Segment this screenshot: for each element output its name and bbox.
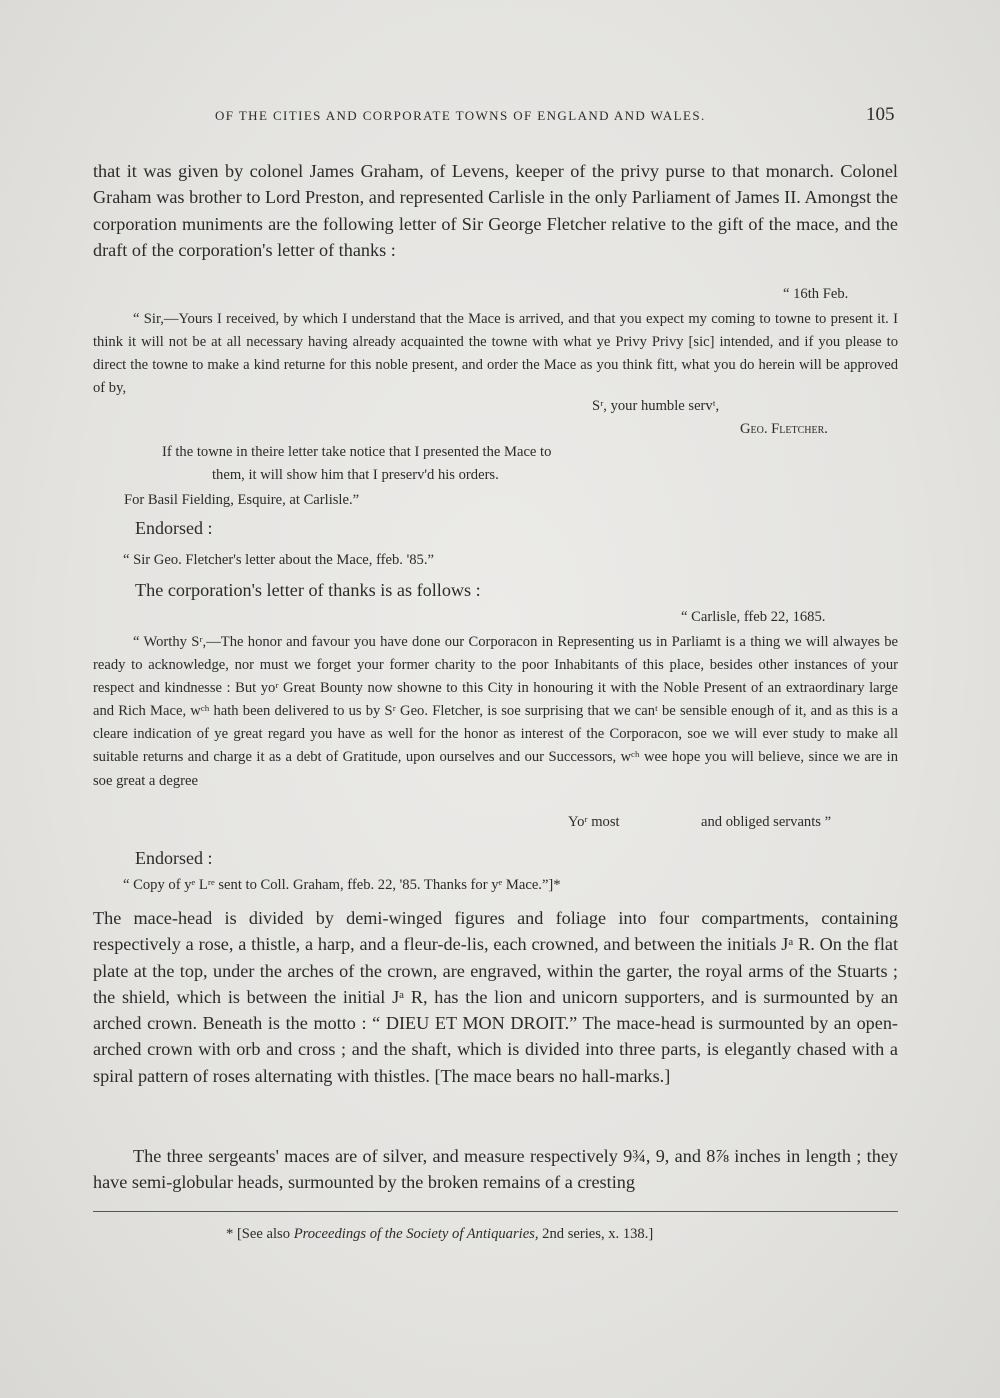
footnote xyxy=(226,1226,653,1243)
fletcher-letter-date: “ 16th Feb. xyxy=(783,286,849,302)
intro-paragraph: that it was given by colonel James Graham, of Levens, keeper of the privy purse to that monarch. Colonel Graham was brother to Lord Preston, and represented Carlisle in the only Parliament of James II. Amongst the corporation muniments are the following letter of Sir George Fletcher relative to the gift of the mace, and the draft of the corporation's letter of thanks : xyxy=(93,161,898,260)
corporation-letter-body: “ Worthy Sʳ,—The honor and favour you have done our Corporacon in Representing us in Parliamt is a thing we will alwayes be ready to acknowledge, nor must we forget your former charity to the poor Inhabitants of this place, besides other instances of your respect and kindnesse : But yoʳ Great Bounty now showne to this City in honouring it with the Noble Present of an extraordinary large and Rich Mace, wᶜʰ hath been delivered to us by Sʳ Geo. Fletcher, is soe surprising that we canᵗ be sensible enough of it, and as this is a cleare indication of ye great regard you have as well for the honor as interest of the Corporacon, soe we will ever study to make all suitable returns and charge it as a debt of Gratitude, upon ourselves and our Successors, wᶜʰ wee hope you will believe, since we are in soe great a degree xyxy=(93,634,898,789)
sergeants-maces-paragraph: The three sergeants' maces are of silver, and measure respectively 9¾, 9, and 8⅞ inches in length ; they have semi-globular heads, surmounted by the broken remains of a cresting xyxy=(93,1146,898,1193)
page-number: 105 xyxy=(866,104,895,125)
running-title: OF THE CITIES AND CORPORATE TOWNS OF ENGLAND AND WALES. xyxy=(215,108,706,123)
endorsement-2: “ Copy of yᵉ Lʳᵉ sent to Coll. Graham, ffeb. 22, '85. Thanks for yᵉ Mace.”]* xyxy=(123,877,561,893)
footnote-prefix: * [See also xyxy=(226,1226,291,1242)
postscript-line-1: If the towne in theire letter take notice that I presented the Mace to xyxy=(162,444,552,460)
postscript-line-2: them, it will show him that I preserv'd his orders. xyxy=(212,467,499,483)
footnote-rule xyxy=(93,1211,898,1212)
fletcher-letter-body: “ Sir,—Yours I received, by which I understand that the Mace is arrived, and that you expect my coming to towne to present it. I think it will not be at all necessary having already acquainted the towne with what ye Privy Privy [sic] intended, and if you please to direct the towne to make a kind returne for this noble present, and order the Mace as you think fitt, what you do herein will be approved of by, xyxy=(93,311,898,397)
endorsed-label-1: Endorsed : xyxy=(135,518,213,538)
footnote-suffix: 2nd series, x. 138.] xyxy=(542,1226,654,1242)
endorsement-1: “ Sir Geo. Fletcher's letter about the Mace, ffeb. '85.” xyxy=(123,552,434,568)
endorsed-label-2: Endorsed : xyxy=(135,848,213,868)
footnote-title: Proceedings of the Society of Antiquaries, xyxy=(293,1226,539,1242)
corporation-letter-date: “ Carlisle, ffeb 22, 1685. xyxy=(681,609,826,625)
corporation-letter-closing-right: and obliged servants ” xyxy=(701,814,832,830)
fletcher-letter-closing: Sʳ, your humble servᵗ, xyxy=(592,398,720,414)
corporation-letter-closing-left: Yoʳ most xyxy=(568,814,620,830)
fletcher-signature: Geo. Fletcher. xyxy=(740,421,828,437)
mace-description-paragraph: The mace-head is divided by demi-winged figures and foliage into four compartments, containing respectively a rose, a thistle, a harp, and a fleur-de-lis, each crowned, and between the initials Jᵃ R. On the flat plate at the top, under the arches of the crown, are engraved, within the garter, the royal arms of the Stuarts ; the shield, which is between the initial Jᵃ R, has the lion and unicorn supporters, and is surmounted by an arched crown. Beneath is the motto : “ DIEU ET MON DROIT.” The mace-head is surmounted by an open-arched crown with orb and cross ; and the shaft, which is divided into three parts, is elegantly chased with a spiral pattern of roses alternating with thistles. [The mace bears no hall-marks.] xyxy=(93,908,898,1086)
letter-address: For Basil Fielding, Esquire, at Carlisle.” xyxy=(124,492,360,508)
corporation-letter-intro: The corporation's letter of thanks is as follows : xyxy=(135,580,481,600)
